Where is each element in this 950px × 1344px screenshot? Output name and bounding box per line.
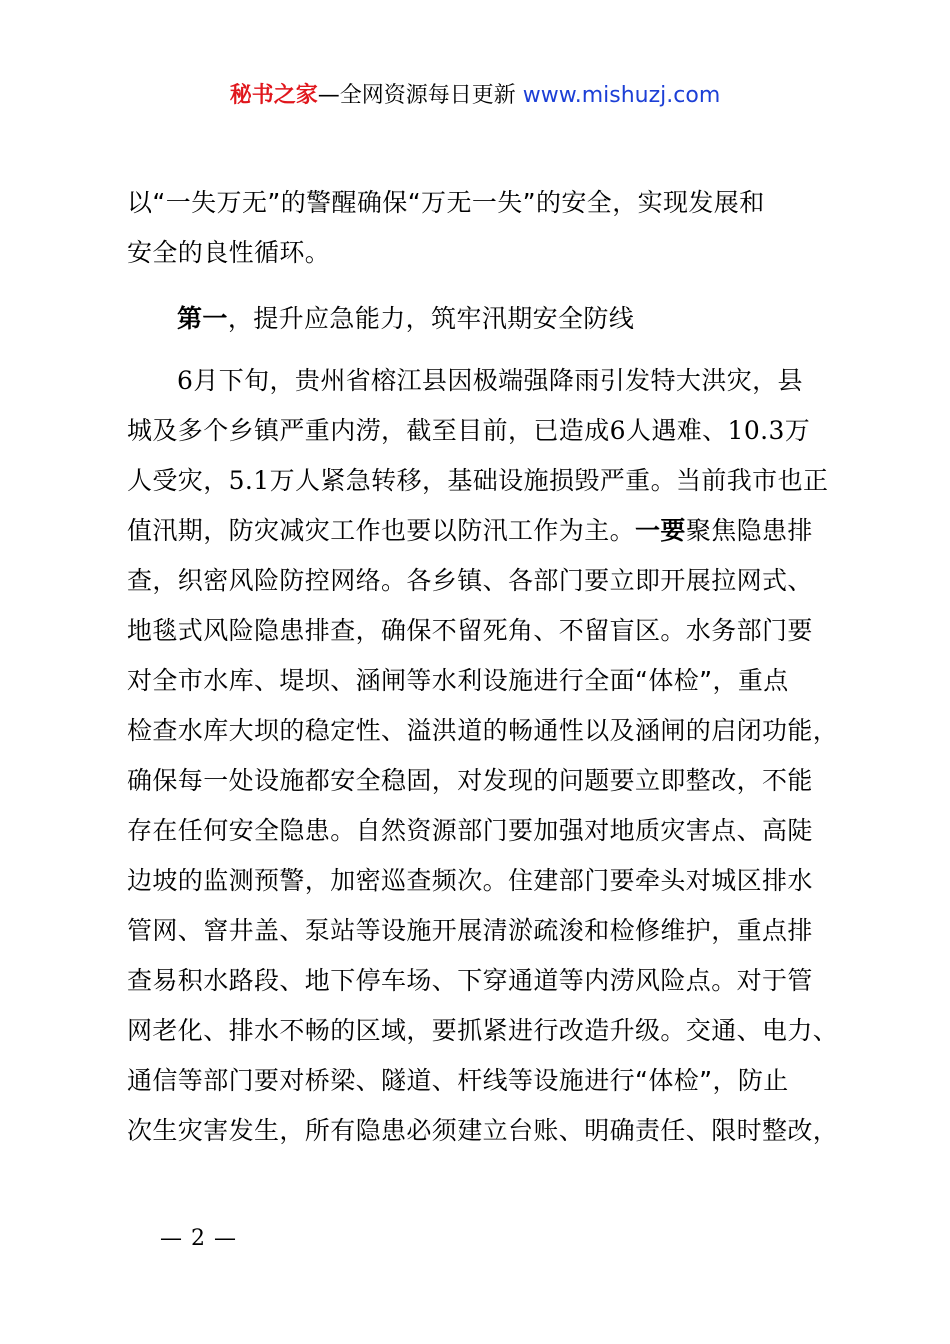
header-tagline: —全网资源每日更新 xyxy=(317,83,516,108)
text-segment: 城及多个乡镇严重内涝，截至目前，已造成 xyxy=(127,416,610,445)
bold-emphasis: 一要 xyxy=(635,516,686,545)
text-line: 确保每一处设施都安全稳固，对发现的问题要立即整改，不能 xyxy=(127,766,813,795)
text-line xyxy=(127,414,867,448)
text-line: 地毯式风险隐患排查，确保不留死角、不留盲区。水务部门要 xyxy=(127,616,813,645)
text-line: 存在任何安全隐患。自然资源部门要加强对地质灾害点、高陡 xyxy=(127,816,813,845)
text-line xyxy=(127,464,867,498)
text-line xyxy=(127,514,867,548)
text-line: 以“一失万无”的警醒确保“万无一失”的安全，实现发展和 xyxy=(127,188,765,217)
site-header xyxy=(0,80,950,112)
page-number: — 2 — xyxy=(160,1226,237,1251)
text-line: 安全的良性循环。 xyxy=(127,238,331,267)
text-line: 查，织密风险防控网络。各乡镇、各部门要立即开展拉网式、 xyxy=(127,566,813,595)
heading-text: ，提升应急能力，筑牢汛期安全防线 xyxy=(227,304,635,333)
text-segment: 聚焦隐患排 xyxy=(685,516,813,545)
number-text: 10.3 xyxy=(727,416,785,445)
text-segment: 值汛期，防灾减灾工作也要以防汛工作为主。 xyxy=(127,516,636,545)
brand-name: 秘书之家 xyxy=(229,83,318,108)
text-segment: 月下旬，贵州省榕江县因极端强降雨引发特大洪灾，县 xyxy=(193,366,803,395)
text-segment: 人遇难、 xyxy=(625,416,728,445)
text-line: 网老化、排水不畅的区域，要抓紧进行改造升级。交通、电力、 xyxy=(127,1016,839,1045)
text-line: 检查水库大坝的稳定性、溢洪道的畅通性以及涵闸的启闭功能， xyxy=(127,716,839,745)
section-heading xyxy=(127,302,917,336)
text-line: 管网、窨井盖、泵站等设施开展清淤疏浚和检修维护，重点排 xyxy=(127,916,813,945)
number-text: 5.1 xyxy=(228,466,270,495)
text-segment: 万人紧急转移，基础设施损毁严重。当前我市也正 xyxy=(269,466,829,495)
heading-ordinal: 第一 xyxy=(177,304,228,333)
text-line: 对全市水库、堤坝、涵闸等水利设施进行全面“体检”，重点 xyxy=(127,666,789,695)
text-line: 查易积水路段、地下停车场、下穿通道等内涝风险点。对于管 xyxy=(127,966,813,995)
text-segment: 万 xyxy=(784,416,811,445)
text-segment: 人受灾， xyxy=(127,466,229,495)
text-line: 边坡的监测预警，加密巡查频次。住建部门要牵头对城区排水 xyxy=(127,866,813,895)
number-text: 6 xyxy=(609,416,626,445)
text-line xyxy=(127,364,917,398)
text-line: 次生灾害发生，所有隐患必须建立台账、明确责任、限时整改， xyxy=(127,1116,839,1145)
number-text: 6 xyxy=(177,366,194,395)
text-line: 通信等部门要对桥梁、隧道、杆线等设施进行“体检”，防止 xyxy=(127,1066,789,1095)
site-url-link[interactable]: www.mishuzj.com xyxy=(522,83,721,108)
